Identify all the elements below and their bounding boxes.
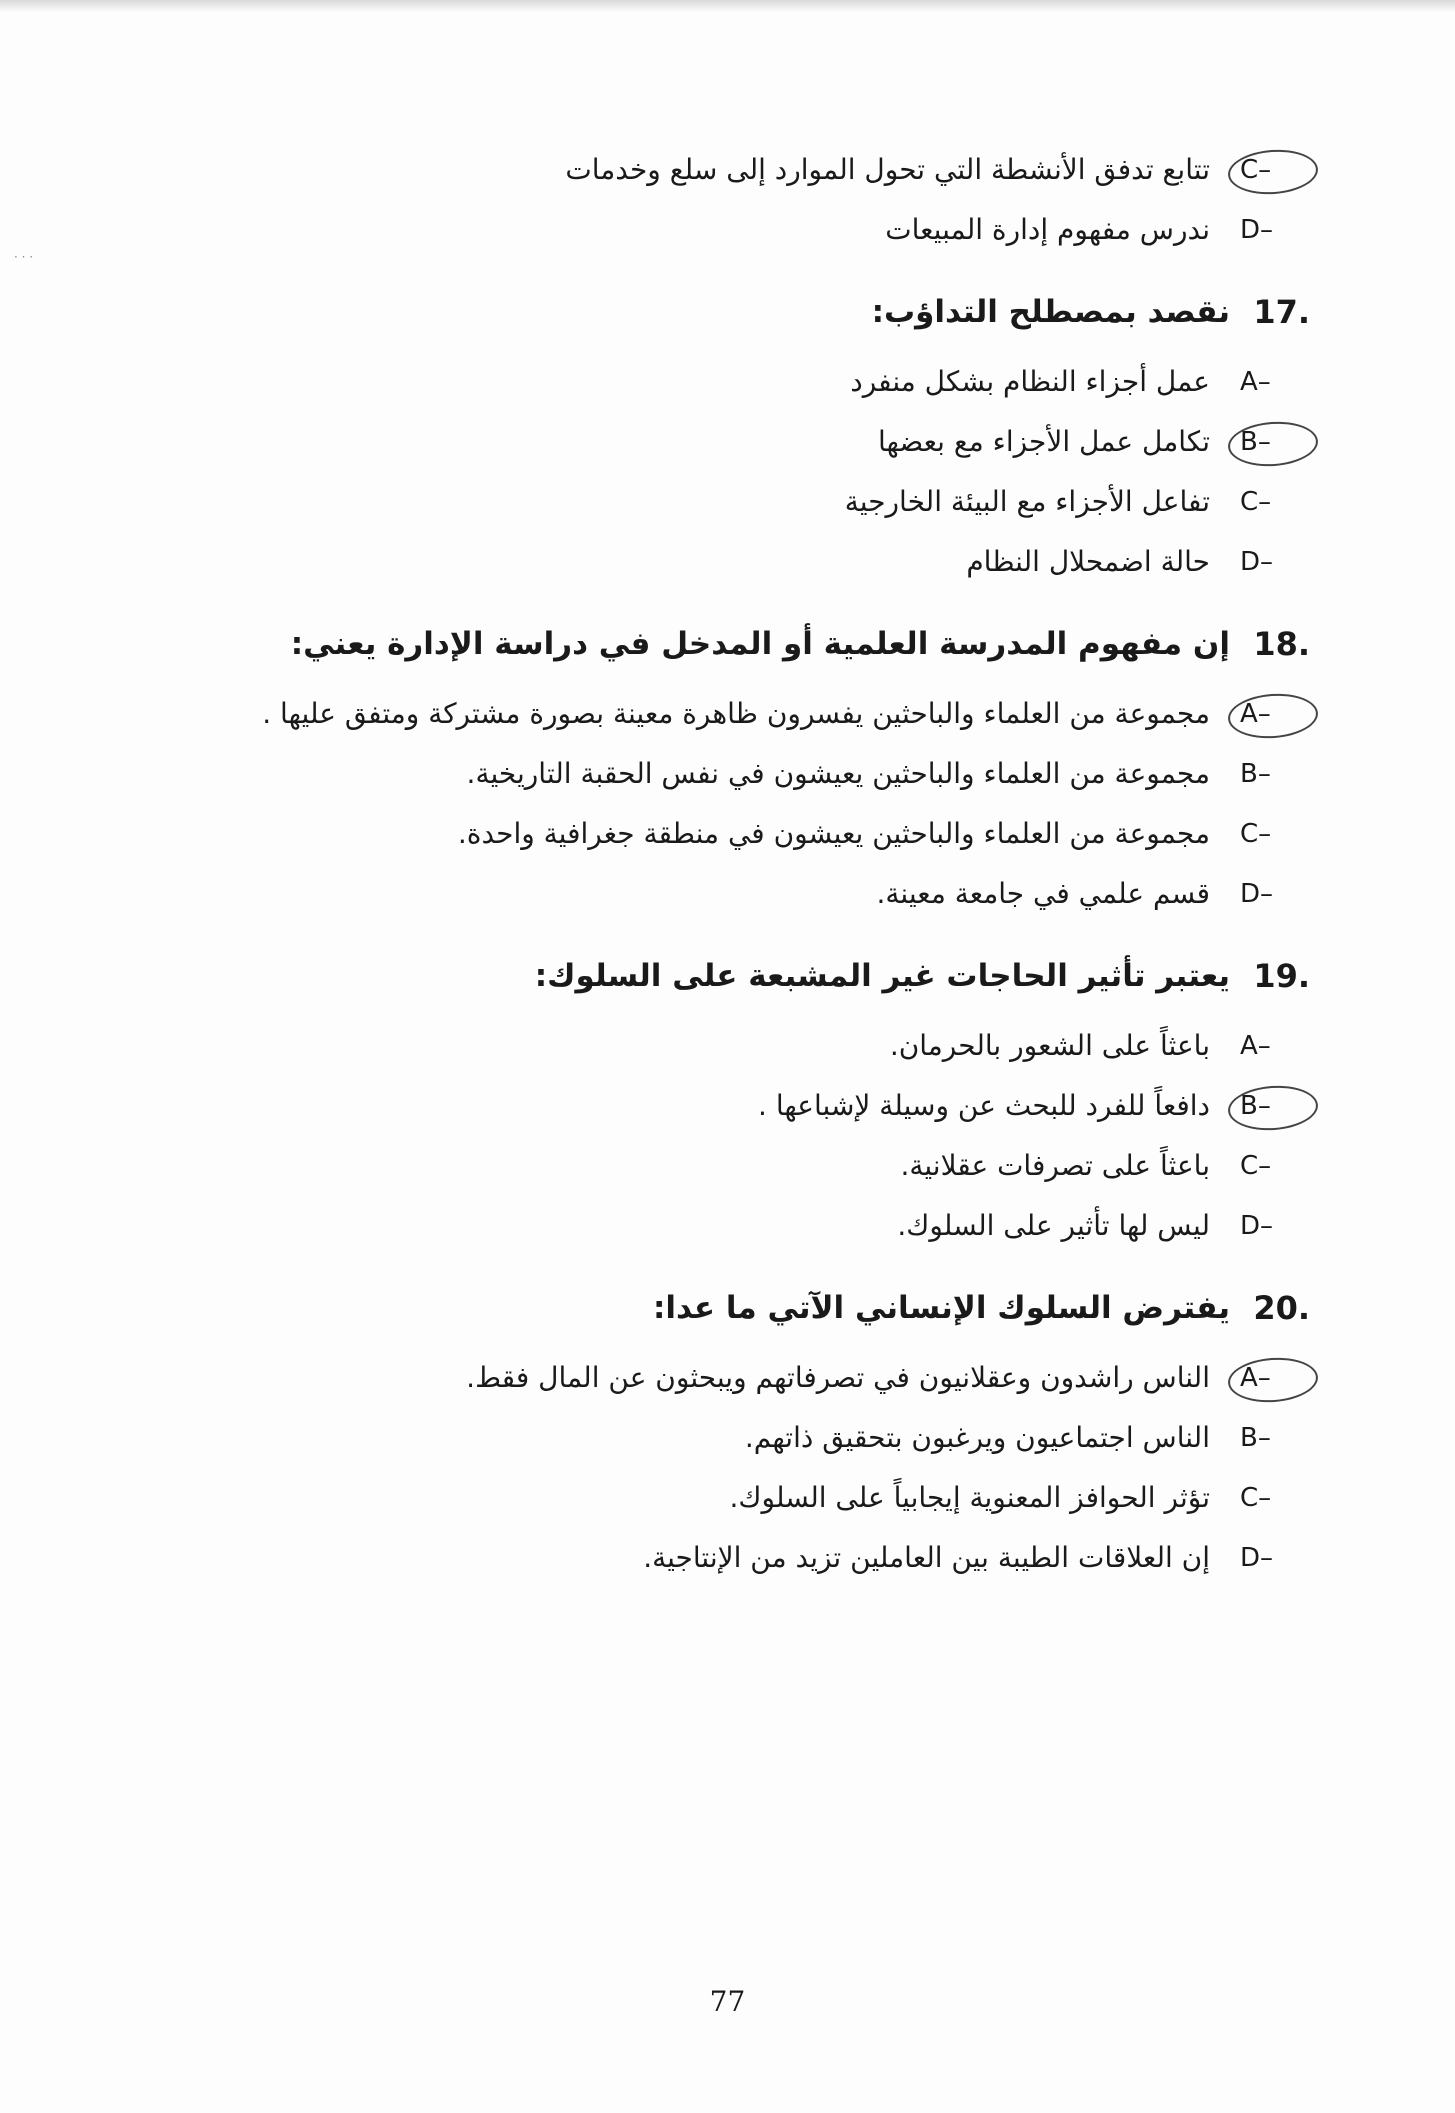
page-number: 77 — [709, 1985, 746, 2018]
option-letter: B– — [1240, 1423, 1271, 1453]
option-letter: C– — [1240, 1483, 1272, 1513]
option-text: تؤثر الحوافز المعنوية إيجابياً على السلوك. — [729, 1481, 1210, 1514]
option-text: الناس اجتماعيون ويرغبون بتحقيق ذاتهم. — [744, 1421, 1210, 1454]
question-block — [250, 936, 1310, 1256]
answer-option[interactable] — [250, 1196, 1310, 1256]
option-letter: C– — [1240, 819, 1272, 849]
question-stem — [250, 1268, 1310, 1348]
option-text: تكامل عمل الأجزاء مع بعضها — [877, 425, 1210, 458]
option-letter: B– — [1240, 759, 1271, 789]
answer-option[interactable] — [250, 472, 1310, 532]
option-text: تتابع تدفق الأنشطة التي تحول الموارد إلى سلع وخدمات — [565, 153, 1210, 186]
question-number: 18. — [1253, 625, 1310, 663]
question-stem — [250, 272, 1310, 352]
answer-option[interactable] — [250, 1076, 1310, 1136]
option-letter: C– — [1240, 487, 1272, 517]
exam-page-content — [250, 140, 1310, 1588]
question-number: 20. — [1253, 1289, 1310, 1327]
option-letter: D– — [1240, 547, 1274, 577]
question-block — [250, 604, 1310, 924]
answer-option[interactable] — [250, 1016, 1310, 1076]
option-letter: D– — [1240, 879, 1274, 909]
option-text: دافعاً للفرد للبحث عن وسيلة لإشباعها . — [758, 1089, 1210, 1122]
option-letter: A– — [1240, 367, 1271, 397]
option-text: ليس لها تأثير على السلوك. — [897, 1209, 1210, 1242]
option-text: قسم علمي في جامعة معينة. — [876, 877, 1210, 910]
option-text: باعثاً على تصرفات عقلانية. — [900, 1149, 1210, 1182]
option-text: حالة اضمحلال النظام — [966, 545, 1210, 578]
answer-option[interactable] — [250, 744, 1310, 804]
answer-option[interactable] — [250, 1468, 1310, 1528]
option-text: الناس راشدون وعقلانيون في تصرفاتهم ويبحثون عن المال فقط. — [466, 1361, 1210, 1394]
answer-option[interactable] — [250, 352, 1310, 412]
option-letter: B– — [1240, 427, 1271, 457]
answer-option[interactable] — [250, 1528, 1310, 1588]
answer-option[interactable] — [250, 684, 1310, 744]
question-block — [250, 272, 1310, 592]
answer-option[interactable] — [250, 412, 1310, 472]
question-block — [250, 1268, 1310, 1588]
option-letter: B– — [1240, 1091, 1271, 1121]
option-text: ندرس مفهوم إدارة المبيعات — [885, 213, 1210, 246]
question-number: 17. — [1253, 293, 1310, 331]
answer-option[interactable] — [250, 140, 1310, 200]
answer-option[interactable] — [250, 804, 1310, 864]
scan-speck: · · · — [14, 250, 34, 264]
question-text: نقصد بمصطلح التداؤب: — [871, 294, 1230, 330]
option-letter: C– — [1240, 1151, 1272, 1181]
questions-list — [250, 272, 1310, 1588]
option-text: مجموعة من العلماء والباحثين يعيشون في منطقة جغرافية واحدة. — [457, 817, 1210, 850]
answer-option[interactable] — [250, 1408, 1310, 1468]
answer-option[interactable] — [250, 532, 1310, 592]
answer-option[interactable] — [250, 200, 1310, 260]
option-letter: D– — [1240, 1543, 1274, 1573]
question-text: يعتبر تأثير الحاجات غير المشبعة على السلوك: — [534, 958, 1230, 994]
option-text: عمل أجزاء النظام بشكل منفرد — [850, 365, 1210, 398]
question-text: يفترض السلوك الإنساني الآتي ما عدا: — [652, 1290, 1230, 1326]
option-letter: A– — [1240, 1363, 1271, 1393]
option-text: مجموعة من العلماء والباحثين يعيشون في نفس الحقبة التاريخية. — [466, 757, 1210, 790]
question-stem — [250, 936, 1310, 1016]
answer-option[interactable] — [250, 864, 1310, 924]
option-letter: D– — [1240, 215, 1274, 245]
option-letter: D– — [1240, 1211, 1274, 1241]
option-text: باعثاً على الشعور بالحرمان. — [889, 1029, 1210, 1062]
answer-option[interactable] — [250, 1136, 1310, 1196]
option-text: مجموعة من العلماء والباحثين يفسرون ظاهرة معينة بصورة مشتركة ومتفق عليها . — [262, 697, 1210, 730]
option-letter: A– — [1240, 699, 1271, 729]
option-letter: A– — [1240, 1031, 1271, 1061]
option-text: تفاعل الأجزاء مع البيئة الخارجية — [844, 485, 1210, 518]
option-text: إن العلاقات الطيبة بين العاملين تزيد من الإنتاجية. — [643, 1541, 1210, 1574]
question-number: 19. — [1253, 957, 1310, 995]
scan-top-edge — [0, 0, 1455, 12]
question-text: إن مفهوم المدرسة العلمية أو المدخل في دراسة الإدارة يعني: — [290, 626, 1230, 662]
continuation-options — [250, 140, 1310, 260]
option-letter: C– — [1240, 155, 1272, 185]
question-stem — [250, 604, 1310, 684]
answer-option[interactable] — [250, 1348, 1310, 1408]
